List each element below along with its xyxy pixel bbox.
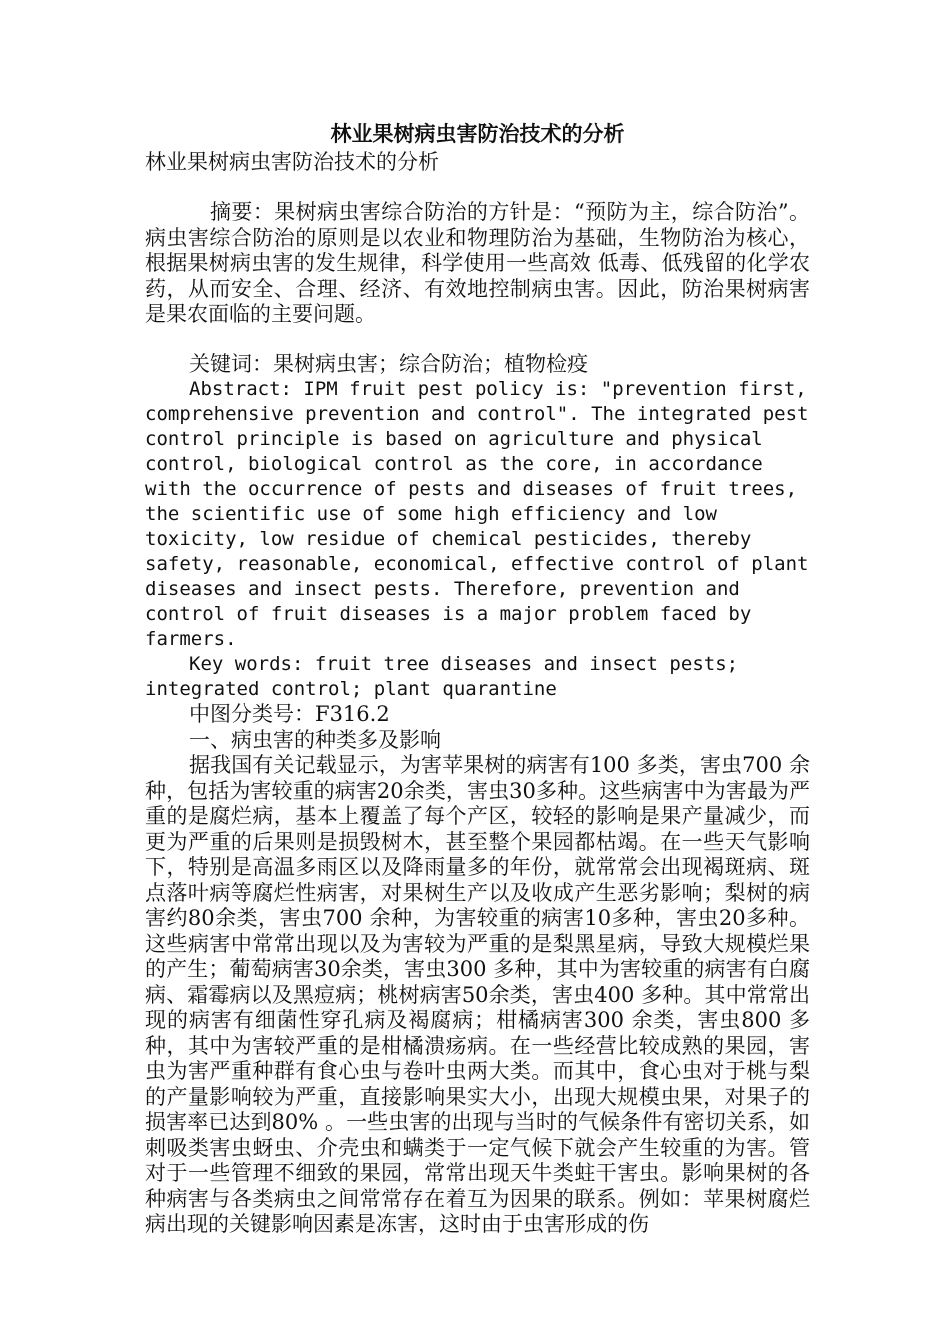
keywords-english: Key words: fruit tree diseases and insect pests; integrated control; plant quarantine (145, 653, 739, 700)
abstract-chinese: 摘要：果树病虫害综合防治的方针是：“预防为主，综合防治”。病虫害综合防治的原则是以农业和物理防治为基础，生物防治为核心，根据果树病虫害的发生规律，科学使用一些高效 低毒、低残留的化学农药，从而安全、合理、经济、有效地控制病虫害。因此，防治果树病害是果农面临的主要问题。 (145, 200, 810, 326)
section-1-heading: 一、病虫害的种类多及影响 (189, 727, 441, 752)
abstract-english: Abstract: IPM fruit pest policy is: "prevention first, comprehensive prevention and control". The integrated pest control principle is based on agriculture and physical control, biological control as the core, in accordance with the occurrence of pests and diseases of fruit trees, the scientific use of some high efficiency and low toxicity, low residue of chemical pesticides, thereby safety, reasonable, economical, effective control of plant diseases and insect pests. Therefore, prevention and control of fruit diseases is a major problem faced by farmers. (145, 378, 809, 650)
document-page (145, 120, 810, 1238)
document-title: 林业果树病虫害防治技术的分析 (330, 121, 625, 146)
document-subtitle: 林业果树病虫害防治技术的分析 (145, 150, 439, 174)
keywords-chinese: 关键词：果树病虫害；综合防治；植物检疫 (189, 351, 588, 376)
classification-number: 中图分类号：F316.2 (189, 702, 390, 726)
paragraph-gap (145, 328, 810, 352)
section-1-body: 据我国有关记载显示，为害苹果树的病害有100 多类，害虫700 余种，包括为害较重的病害20余类，害虫30多种。这些病害中为害最为严重的是腐烂病，基本上覆盖了每个产区，较轻的影响是果产量减少，而更为严重的后果则是损毁树木，甚至整个果园都枯竭。在一些天气影响下，特别是高温多雨区以及降雨量多的年份，就常常会出现褐斑病、斑点落叶病等腐烂性病害，对果树生产以及收成产生恶劣影响；梨树的病害约80余类，害虫700 余种，为害较重的病害10多种，害虫20多种。这些病害中常常出现以及为害较为严重的是梨黑星病，导致大规模烂果的产生；葡萄病害30余类，害虫300 多种，其中为害较重的病害有白腐病、霜霉病以及黑痘病；桃树病害50余类，害虫400 多种。其中常常出现的病害有细菌性穿孔病及褐腐病；柑橘病害300 余类，害虫800 多种，其中为害较严重的是柑橘溃疡病。在一些经营比较成熟的果园，害虫为害严重种群有食心虫与卷叶虫两大类。而其中，食心虫对于桃与梨的产量影响较为严重，直接影响果实大小，出现大规模虫果，对果子的损害率已达到80% 。一些虫害的出现与当时的气候条件有密切关系，如刺吸类害虫蚜虫、介壳虫和螨类于一定气候下就会产生较重的为害。管对于一些管理不细致的果园，常常出现天牛类蛀干害虫。影响果树的各种病害与各类病虫之间常常存在着互为因果的联系。例如：苹果树腐烂病出现的关键影响因素是冻害，这时由于虫害形成的伤 (145, 753, 810, 1236)
